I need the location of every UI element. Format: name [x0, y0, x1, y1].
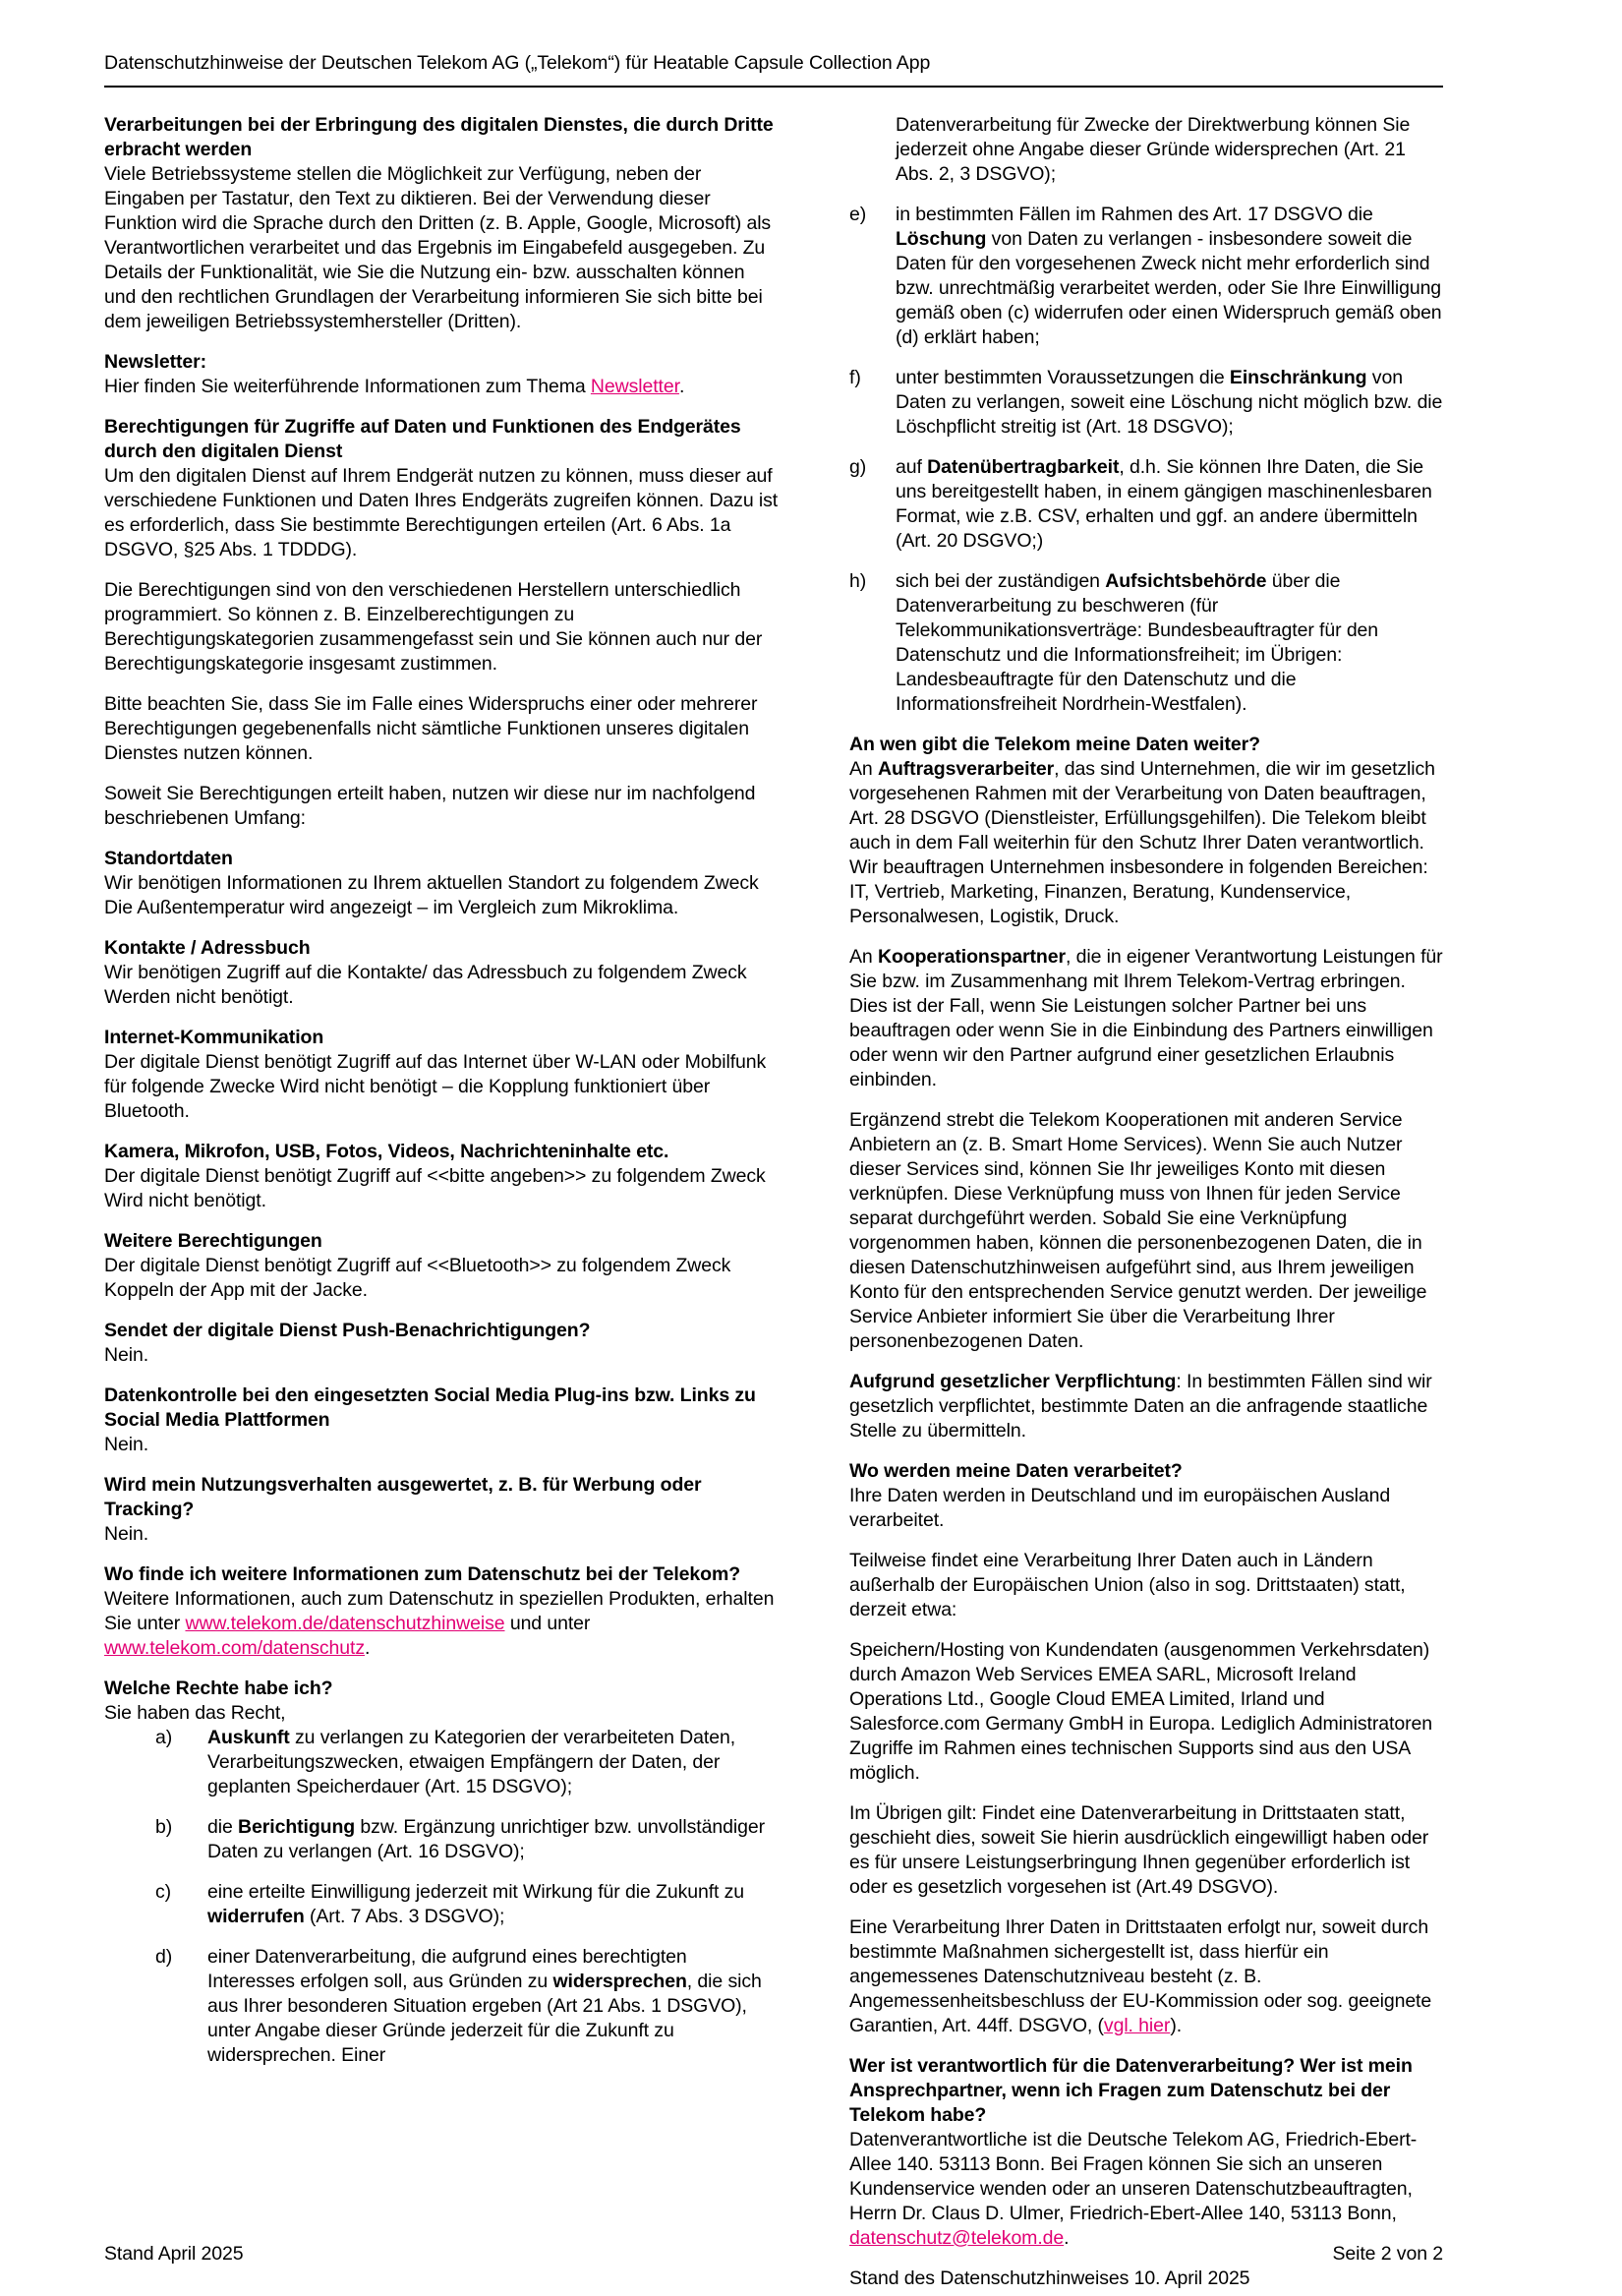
paragraph	[849, 945, 1443, 1092]
paragraph	[104, 782, 779, 831]
text-run: .	[678, 376, 685, 397]
paragraph	[104, 1522, 779, 1547]
text-run: in bestimmten Fällen im Rahmen des Art. 17 DSGVO die	[896, 204, 1373, 225]
text-run: sich bei der zuständigen	[896, 570, 1106, 592]
text-run: .	[365, 1637, 371, 1659]
bold-text: Verarbeitungen bei der Erbringung des digitalen Dienstes, die durch Dritte erbracht werden	[104, 114, 774, 160]
text-run: von Daten zu verlangen - insbesondere soweit die Daten für den vorgesehenen Zweck nicht mehr erforderlich sind bzw. unrechtmäßig verarbeitet werden, oder Sie Ihre Einwilligung gemäß oben (c) widerrufen oder einen Widerspruch gemäß oben (d) erklärt haben;	[896, 228, 1442, 348]
text-run: Nein.	[104, 1523, 149, 1545]
text-run: , die sich aus Ihrer besonderen Situation ergeben (Art 21 Abs. 1 DSGVO), unter Angabe dieser Gründe jederzeit für die Zukunft zu widersprechen. Einer	[207, 1971, 762, 2066]
bold-text: Internet-Kommunikation	[104, 1027, 324, 1048]
paragraph	[849, 1638, 1443, 1786]
text-run: einer Datenverarbeitung, die aufgrund eines berechtigten Interesses erfolgen soll, aus Gründen zu	[207, 1946, 687, 1992]
text-run: unter bestimmten Voraussetzungen die	[896, 367, 1230, 388]
list-marker: d)	[155, 1946, 173, 1968]
bold-text: widerrufen	[207, 1906, 305, 1927]
paragraph	[104, 1254, 779, 1303]
text-run: Hier finden Sie weiterführende Informationen zum Thema	[104, 376, 591, 397]
paragraph	[104, 162, 779, 334]
text-link[interactable]: Newsletter	[590, 376, 679, 397]
paragraph	[849, 1915, 1443, 2038]
list-item-text	[896, 366, 1443, 440]
bold-text: Auftragsverarbeiter	[877, 758, 1055, 780]
bold-text: Berichtigung	[238, 1816, 356, 1838]
text-link[interactable]: www.telekom.com/datenschutz	[104, 1637, 365, 1659]
section-heading	[104, 1140, 779, 1164]
list-marker: g)	[849, 456, 867, 478]
text-run: Der digitale Dienst benötigt Zugriff auf <<bitte angeben>> zu folgendem Zweck Wird nicht benötigt.	[104, 1165, 766, 1211]
bold-text: Datenkontrolle bei den eingesetzten Social Media Plug-ins bzw. Links zu Social Media Plattformen	[104, 1384, 756, 1431]
list-item	[155, 1726, 779, 1799]
list-item	[849, 366, 1443, 440]
text-run: Wir benötigen Informationen zu Ihrem aktuellen Standort zu folgendem Zweck Die Außentemperatur wird angezeigt – im Vergleich zum Mikroklima.	[104, 872, 759, 918]
bold-text: Einschränkung	[1229, 367, 1367, 388]
text-run: Der digitale Dienst benötigt Zugriff auf das Internet über W-LAN oder Mobilfunk für folgende Zwecke Wird nicht benötigt – die Kopplung funktioniert über Bluetooth.	[104, 1051, 767, 1122]
list	[104, 1726, 779, 2068]
paragraph	[104, 1343, 779, 1368]
paragraph	[104, 578, 779, 677]
bold-text: Kooperationspartner	[877, 946, 1066, 968]
text-run: Datenverarbeitung für Zwecke der Direktwerbung können Sie jederzeit ohne Angabe dieser Gründe widersprechen (Art. 21 Abs. 2, 3 DSGVO);	[896, 114, 1411, 185]
list-item-text	[896, 113, 1443, 187]
section-heading	[849, 1459, 1443, 1484]
bold-text: widersprechen	[552, 1971, 687, 1992]
section-heading	[104, 1026, 779, 1050]
section-heading	[104, 1319, 779, 1343]
text-run: Im Übrigen gilt: Findet eine Datenverarbeitung in Drittstaaten statt, geschieht dies, soweit Sie hierin ausdrücklich eingewilligt haben oder es für unsere Leistungserbringung Ihnen gegenüber erforderlich ist oder es gesetzlich vorgesehen ist (Art.49 DSGVO).	[849, 1802, 1429, 1898]
list-marker: b)	[155, 1816, 173, 1838]
list-marker: c)	[155, 1881, 172, 1903]
section-heading	[104, 936, 779, 961]
list-item-text	[207, 1726, 779, 1799]
list-item	[849, 569, 1443, 717]
text-run: Speichern/Hosting von Kundendaten (ausgenommen Verkehrsdaten) durch Amazon Web Services EMEA SARL, Microsoft Ireland Operations Ltd., Google Cloud EMEA Limited, Irland und Salesforce.com Germany GmbH in Europa. Lediglich Administratoren Zugriffe im Rahmen eines technischen Supports sind aus den USA möglich.	[849, 1639, 1432, 1784]
text-run: Um den digitalen Dienst auf Ihrem Endgerät nutzen zu können, muss dieser auf verschiedene Funktionen und Daten Ihres Endgeräts zugreifen können. Dazu ist es erforderlich, dass Sie bestimmte Berechtigungen erteilen (Art. 6 Abs. 1a DSGVO, §25 Abs. 1 TDDDG).	[104, 465, 779, 560]
bold-text: Berechtigungen für Zugriffe auf Daten und Funktionen des Endgerätes durch den digitalen Dienst	[104, 416, 741, 462]
bold-text: Löschung	[896, 228, 987, 250]
list-item	[849, 203, 1443, 350]
section-heading	[104, 847, 779, 871]
text-run: Eine Verarbeitung Ihrer Daten in Drittstaaten erfolgt nur, soweit durch bestimmte Maßnahmen sichergestellt ist, dass hierfür ein angemessenes Datenschutzniveau besteht (z. B. Angemessenheitsbeschluss der EU-Kommission oder sog. geeignete Garantien, Art. 44ff. DSGVO, (	[849, 1916, 1432, 2036]
footer-date: Stand April 2025	[104, 2243, 244, 2265]
paragraph	[104, 961, 779, 1010]
content-columns	[104, 113, 1443, 2296]
section-heading	[104, 1383, 779, 1433]
text-link[interactable]: www.telekom.de/datenschutzhinweise	[185, 1613, 505, 1634]
list-item-text	[207, 1815, 779, 1864]
paragraph	[104, 871, 779, 920]
text-run: , das sind Unternehmen, die wir im gesetzlich vorgesehenen Rahmen mit der Verarbeitung von Daten beauftragen, Art. 28 DSGVO (Dienstleister, Erfüllungsgehilfen). Die Telekom bleibt auch in dem Fall weiterhin für den Schutz Ihrer Daten verantwortlich. Wir beauftragen Unternehmen insbesondere in folgenden Bereichen: IT, Vertrieb, Marketing, Finanzen, Beratung, Kundenservice, Personalwesen, Logistik, Druck.	[849, 758, 1435, 927]
footer	[104, 2242, 1443, 2267]
text-run: eine erteilte Einwilligung jederzeit mit Wirkung für die Zukunft zu	[207, 1881, 745, 1903]
bold-text: Welche Rechte habe ich?	[104, 1678, 333, 1699]
text-run: Soweit Sie Berechtigungen erteilt haben, nutzen wir diese nur im nachfolgend beschriebenen Umfang:	[104, 783, 756, 829]
bold-text: An wen gibt die Telekom meine Daten weiter?	[849, 734, 1260, 755]
text-run: und unter	[504, 1613, 591, 1634]
document-title: Datenschutzhinweise der Deutschen Telekom AG („Telekom“) für Heatable Capsule Collection App	[104, 51, 1443, 88]
paragraph	[849, 1370, 1443, 1443]
list-item	[849, 113, 1443, 187]
paragraph	[849, 1108, 1443, 1354]
text-run: auf	[896, 456, 928, 478]
text-run: Ihre Daten werden in Deutschland und im europäischen Ausland verarbeitet.	[849, 1485, 1391, 1531]
text-run: über die Datenverarbeitung zu beschweren (für Telekommunikationsverträge: Bundesbeauftragter für den Datenschutz und die Informationsfreiheit; im Übrigen: Landesbeauftragte für den Datenschutz und die Informationsfreiheit Nordrhein-Westfalen).	[896, 570, 1379, 715]
text-run: .	[1064, 2227, 1070, 2249]
paragraph	[849, 757, 1443, 929]
text-run: Nein.	[104, 1434, 149, 1455]
text-run: Sie haben das Recht,	[104, 1702, 286, 1724]
bold-text: Kamera, Mikrofon, USB, Fotos, Videos, Nachrichteninhalte etc.	[104, 1141, 669, 1162]
text-run: Datenverantwortliche ist die Deutsche Telekom AG, Friedrich-Ebert-Allee 140. 53113 Bonn. Bei Fragen können Sie sich an unseren Kundenservice wenden oder an unseren Datenschutzbeauftragten, Herrn Dr. Claus D. Ulmer, Friedrich-Ebert-Allee 140, 53113 Bonn,	[849, 2129, 1418, 2224]
section-heading	[104, 1473, 779, 1522]
section-heading	[104, 113, 779, 162]
paragraph	[849, 1484, 1443, 1533]
list-marker: e)	[849, 204, 867, 225]
list-item	[155, 1815, 779, 1864]
bold-text: Wo werden meine Daten verarbeitet?	[849, 1460, 1183, 1482]
text-run: Stand des Datenschutzhinweises 10. April 2025	[849, 2267, 1250, 2289]
paragraph	[104, 464, 779, 562]
list-item	[155, 1945, 779, 2068]
paragraph	[849, 1549, 1443, 1622]
text-run: ).	[1170, 2015, 1183, 2036]
footer-page-number: Seite 2 von 2	[1332, 2243, 1443, 2265]
bold-text: Kontakte / Adressbuch	[104, 937, 311, 959]
right-column	[849, 113, 1443, 2296]
paragraph	[849, 2128, 1443, 2251]
list-item	[155, 1880, 779, 1929]
bold-text: Aufgrund gesetzlicher Verpflichtung	[849, 1371, 1177, 1392]
bold-text: Datenübertragbarkeit	[927, 456, 1120, 478]
paragraph	[104, 375, 779, 399]
text-run: : In bestimmten Fällen sind wir gesetzlich verpflichtet, bestimmte Daten an die anfragende staatliche Stelle zu übermitteln.	[849, 1371, 1432, 1442]
list	[849, 113, 1443, 717]
section-heading	[104, 1677, 779, 1701]
section-heading	[849, 2054, 1443, 2128]
text-run: Wir benötigen Zugriff auf die Kontakte/ das Adressbuch zu folgendem Zweck Werden nicht benötigt.	[104, 962, 747, 1008]
text-run: die	[207, 1816, 239, 1838]
text-run: , d.h. Sie können Ihre Daten, die Sie uns bereitgestellt haben, in einem gängigen maschinenlesbaren Format, wie z.B. CSV, erhalten und ggf. an andere übermitteln (Art. 20 DSGVO;)	[896, 456, 1432, 552]
left-column	[104, 113, 779, 2296]
text-run: zu verlangen zu Kategorien der verarbeiteten Daten, Verarbeitungszwecken, etwaigen Empfängern der Daten, der geplanten Speicherdauer (Art. 15 DSGVO);	[207, 1727, 736, 1797]
text-run: Der digitale Dienst benötigt Zugriff auf <<Bluetooth>> zu folgendem Zweck Koppeln der App mit der Jacke.	[104, 1255, 731, 1301]
section-heading	[104, 415, 779, 464]
text-link[interactable]: datenschutz@telekom.de	[849, 2227, 1065, 2249]
section-heading	[104, 1229, 779, 1254]
list-item-text	[207, 1945, 779, 2068]
text-run: bzw. Ergänzung unrichtiger bzw. unvollständiger Daten zu verlangen (Art. 16 DSGVO);	[207, 1816, 765, 1862]
text-link[interactable]: vgl. hier	[1103, 2015, 1171, 2036]
paragraph	[104, 692, 779, 766]
bold-text: Standortdaten	[104, 848, 233, 869]
bold-text: Wer ist verantwortlich für die Datenverarbeitung? Wer ist mein Ansprechpartner, wenn ich Fragen zum Datenschutz bei der Telekom habe?	[849, 2055, 1413, 2126]
text-run: Viele Betriebssysteme stellen die Möglichkeit zur Verfügung, neben der Eingaben per Tastatur, den Text zu diktieren. Bei der Verwendung dieser Funktion wird die Sprache durch den Dritten (z. B. Apple, Google, Microsoft) als Verantwortlichen verarbeitet und das Ergebnis im Eingabefeld ausgegeben. Zu Details der Funktionalität, wie Sie die Nutzung ein- bzw. ausschalten können und den rechtlichen Grundlagen der Verarbeitung informieren Sie sich bitte bei dem jeweiligen Betriebssystemhersteller (Dritten).	[104, 163, 772, 332]
paragraph	[104, 1164, 779, 1213]
paragraph	[849, 2267, 1443, 2291]
text-run: Nein.	[104, 1344, 149, 1366]
text-run: Bitte beachten Sie, dass Sie im Falle eines Widerspruchs einer oder mehrerer Berechtigungen gegebenenfalls nicht sämtliche Funktionen unseres digitalen Dienstes nutzen können.	[104, 693, 758, 764]
list-item-text	[207, 1880, 779, 1929]
list-item	[849, 455, 1443, 554]
bold-text: Newsletter:	[104, 351, 207, 373]
section-heading	[104, 350, 779, 375]
list-item-text	[896, 455, 1443, 554]
paragraph	[104, 1701, 779, 1726]
list-marker: f)	[849, 367, 861, 388]
bold-text: Weitere Berechtigungen	[104, 1230, 322, 1252]
bold-text: Auskunft	[207, 1727, 290, 1748]
section-heading	[849, 733, 1443, 757]
paragraph	[104, 1050, 779, 1124]
text-run: von Daten zu verlangen, soweit eine Löschung nicht möglich bzw. die Löschpflicht streitig ist (Art. 18 DSGVO);	[896, 367, 1443, 438]
bold-text: Aufsichtsbehörde	[1105, 570, 1267, 592]
text-run: Die Berechtigungen sind von den verschiedenen Herstellern unterschiedlich programmiert. So können z. B. Einzelberechtigungen zu Berechtigungskategorien zusammengefasst sein und Sie können auch nur der Berechtigungskategorie insgesamt zustimmen.	[104, 579, 763, 675]
text-run: Ergänzend strebt die Telekom Kooperationen mit anderen Service Anbietern an (z. B. Smart Home Services). Wenn Sie auch Nutzer dieser Services sind, können Sie Ihr jeweiliges Konto mit diesen verknüpfen. Diese Verknüpfung muss von Ihnen für jeden Service separat durchgeführt werden. Sobald Sie eine Verknüpfung vorgenommen haben, können die personenbezogenen Daten, die in diesen Datenschutzhinweisen aufgeführt sind, aus Ihrem jeweiligen Konto für den entsprechenden Service genutzt werden. Der jeweilige Service Anbieter informiert Sie über die Verarbeitung Ihrer personenbezogenen Daten.	[849, 1109, 1427, 1352]
paragraph	[104, 1433, 779, 1457]
paragraph	[849, 1801, 1443, 1900]
bold-text: Sendet der digitale Dienst Push-Benachrichtigungen?	[104, 1320, 591, 1341]
section-heading	[104, 1562, 779, 1587]
text-run: , die in eigener Verantwortung Leistungen für Sie bzw. im Zusammenhang mit Ihrem Telekom-Vertrag erbringen. Dies ist der Fall, wenn Sie Leistungen solcher Partner bei uns beauftragen oder wenn Sie in die Einbindung des Partners einwilligen oder wenn wir den Partner aufgrund einer gesetzlichen Erlaubnis einbinden.	[849, 946, 1443, 1090]
text-run: An	[849, 946, 878, 968]
text-run: (Art. 7 Abs. 3 DSGVO);	[304, 1906, 505, 1927]
text-run: Teilweise findet eine Verarbeitung Ihrer Daten auch in Ländern außerhalb der Europäischen Union (also in sog. Drittstaaten) statt, derzeit etwa:	[849, 1550, 1406, 1620]
bold-text: Wo finde ich weitere Informationen zum Datenschutz bei der Telekom?	[104, 1563, 741, 1585]
list-marker: a)	[155, 1727, 173, 1748]
text-run: Weitere Informationen, auch zum Datenschutz in speziellen Produkten, erhalten Sie unter	[104, 1588, 775, 1634]
list-item-text	[896, 203, 1443, 350]
list-marker	[849, 113, 896, 187]
list-marker: h)	[849, 570, 867, 592]
bold-text: Wird mein Nutzungsverhalten ausgewertet, z. B. für Werbung oder Tracking?	[104, 1474, 702, 1520]
list-item-text	[896, 569, 1443, 717]
text-run: An	[849, 758, 878, 780]
paragraph	[104, 1587, 779, 1661]
